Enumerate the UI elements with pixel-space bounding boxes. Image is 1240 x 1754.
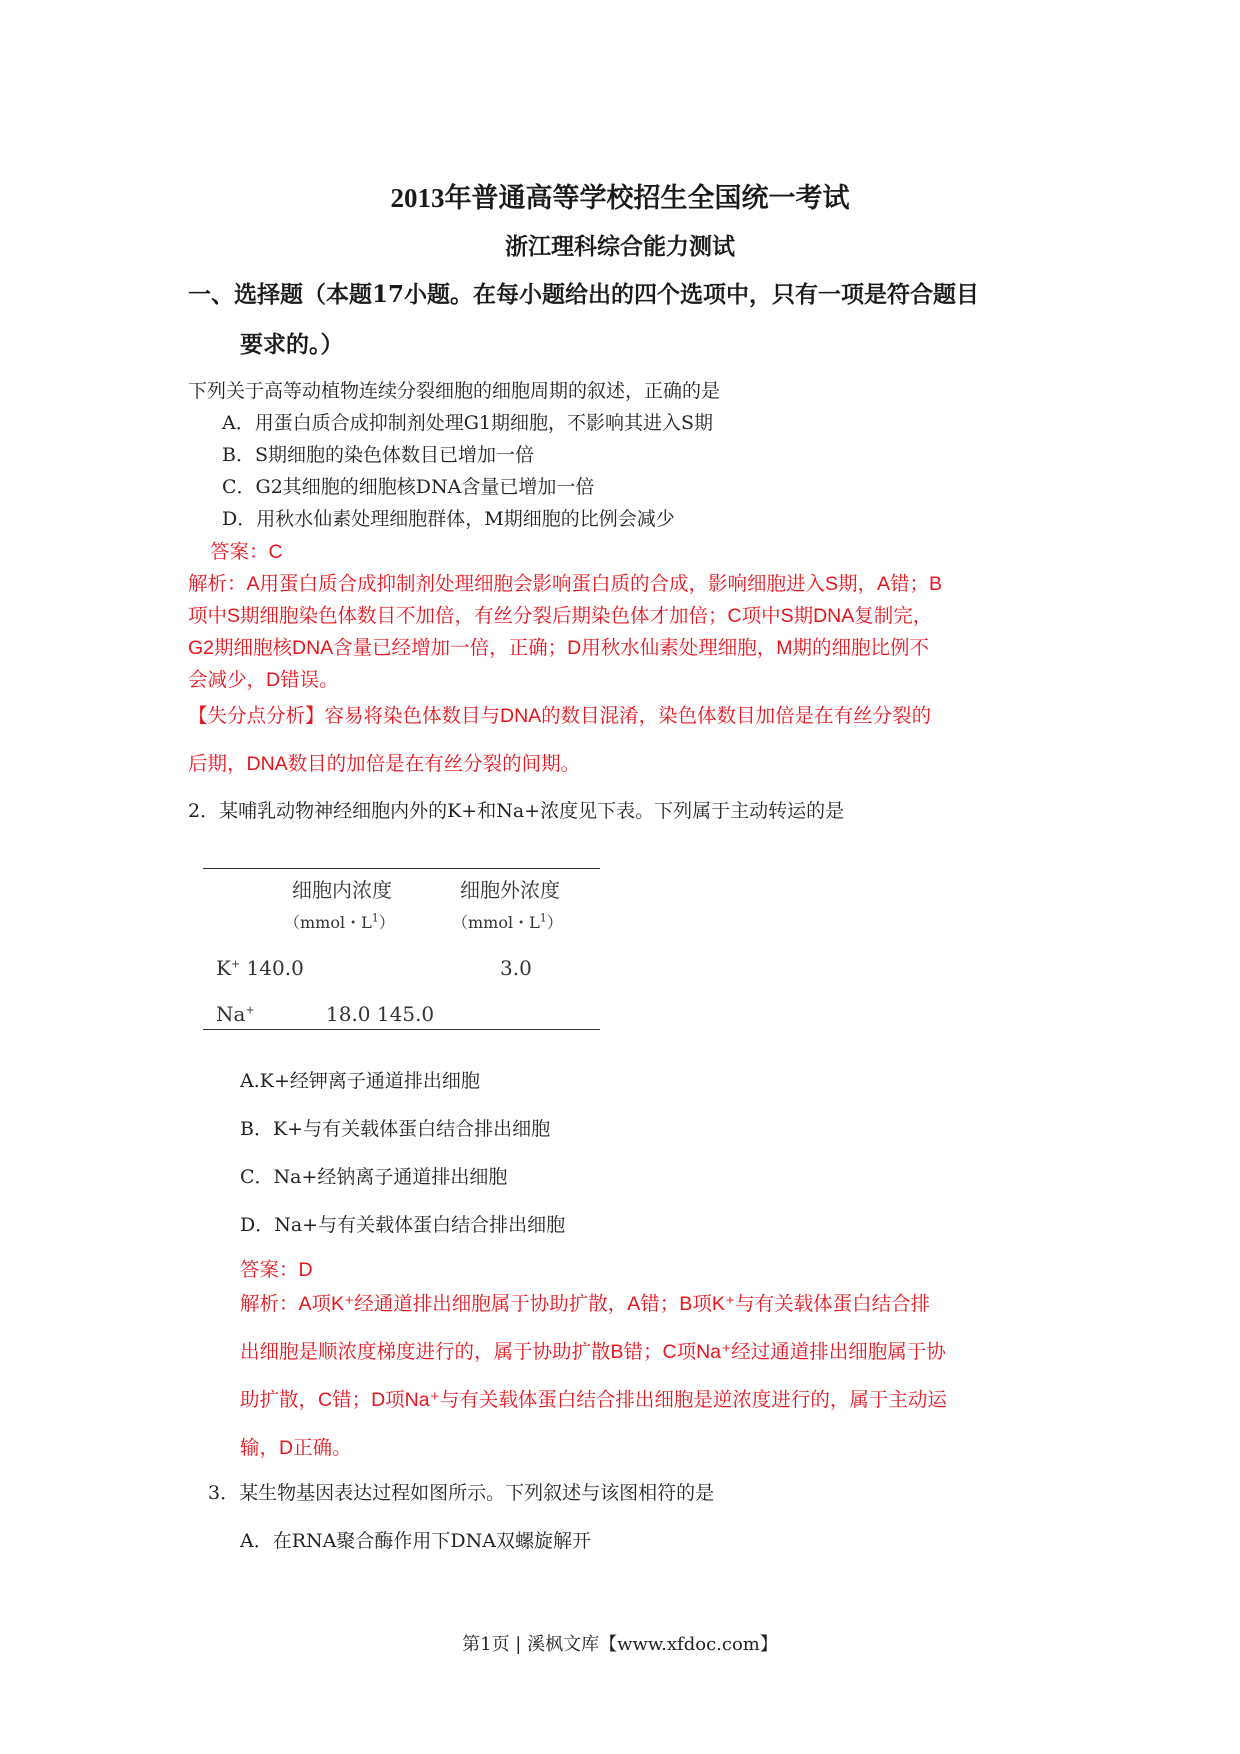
q2-option-a: A.K+经钾离子通道排出细胞 (240, 1070, 480, 1092)
q2-option-c: C．Na+经钠离子通道排出细胞 (240, 1166, 508, 1188)
q1-stem: 下列关于高等动植物连续分裂细胞的细胞周期的叙述，正确的是 (188, 380, 721, 402)
table-top-rule (203, 868, 600, 869)
section-heading-line1: 一、选择题（本题17小题。在每小题给出的四个选项中，只有一项是符合题目 (188, 281, 980, 308)
q1-analysis-line4: 会减少，D错误。 (188, 669, 339, 691)
q1-option-a: A．用蛋白质合成抑制剂处理G1期细胞，不影响其进入S期 (222, 412, 714, 434)
q2-stem: 2．某哺乳动物神经细胞内外的K+和Na+浓度见下表。下列属于主动转运的是 (188, 800, 845, 822)
q2-analysis-line1: 解析：A项K⁺经通道排出细胞属于协助扩散，A错；B项K⁺与有关载体蛋白结合排 (240, 1293, 931, 1315)
q1-analysis-line1: 解析：A用蛋白质合成抑制剂处理细胞会影响蛋白质的合成，影响细胞进入S期，A错；B (188, 573, 943, 595)
table-header-inner: 细胞内浓度 (292, 878, 392, 902)
q3-stem: 3．某生物基因表达过程如图所示。下列叙述与该图相符的是 (208, 1482, 715, 1504)
q1-option-d: D．用秋水仙素处理细胞群体，M期细胞的比例会减少 (222, 508, 675, 530)
document-title: 2013年普通高等学校招生全国统一考试 (390, 183, 850, 213)
q2-option-b: B．K+与有关载体蛋白结合排出细胞 (240, 1118, 551, 1140)
q3-option-a: A．在RNA聚合酶作用下DNA双螺旋解开 (240, 1530, 591, 1552)
q1-option-c: C．G2其细胞的细胞核DNA含量已增加一倍 (222, 476, 595, 498)
section-heading-line2: 要求的。） (240, 331, 344, 358)
q2-answer: 答案：D (240, 1259, 313, 1281)
q1-analysis-line2: 项中S期细胞染色体数目不加倍，有丝分裂后期染色体才加倍；C项中S期DNA复制完， (188, 605, 933, 627)
table-unit-inner: （mmol・$L^1$） (284, 911, 395, 932)
q2-analysis-line4: 输，D正确。 (240, 1437, 352, 1459)
table-unit-outer: （mmol・$L^1$） (452, 911, 563, 932)
table-header-outer: 细胞外浓度 (460, 878, 560, 902)
document-subtitle: 浙江理科综合能力测试 (505, 233, 735, 260)
table-row-k: K+ 140.0 (216, 956, 304, 980)
q1-error-analysis-line2: 后期，DNA数目的加倍是在有丝分裂的间期。 (188, 753, 581, 775)
table-row-na-ion: Na+ (216, 1002, 255, 1026)
q1-analysis-line3: G2期细胞核DNA含量已经增加一倍，正确；D用秋水仙素处理细胞，M期的细胞比例不 (188, 637, 930, 659)
q2-analysis-line3: 助扩散，C错；D项Na⁺与有关载体蛋白结合排出细胞是逆浓度进行的，属于主动运 (240, 1389, 947, 1411)
table-k-outer-value: 3.0 (500, 956, 532, 980)
q1-error-analysis-line1: 【失分点分析】容易将染色体数目与DNA的数目混淆，染色体数目加倍是在有丝分裂的 (188, 705, 932, 727)
q1-option-b: B．S期细胞的染色体数目已增加一倍 (222, 444, 534, 466)
q2-option-d: D．Na+与有关载体蛋白结合排出细胞 (240, 1214, 566, 1236)
q1-answer: 答案：C (210, 541, 283, 563)
table-row-na-values: 18.0 145.0 (326, 1002, 435, 1026)
page-footer: 第1页 | 溪枫文库【www.xfdoc.com】 (462, 1634, 778, 1655)
table-bottom-rule (203, 1029, 600, 1030)
q2-analysis-line2: 出细胞是顺浓度梯度进行的，属于协助扩散B错；C项Na⁺经过通道排出细胞属于协 (240, 1341, 946, 1363)
